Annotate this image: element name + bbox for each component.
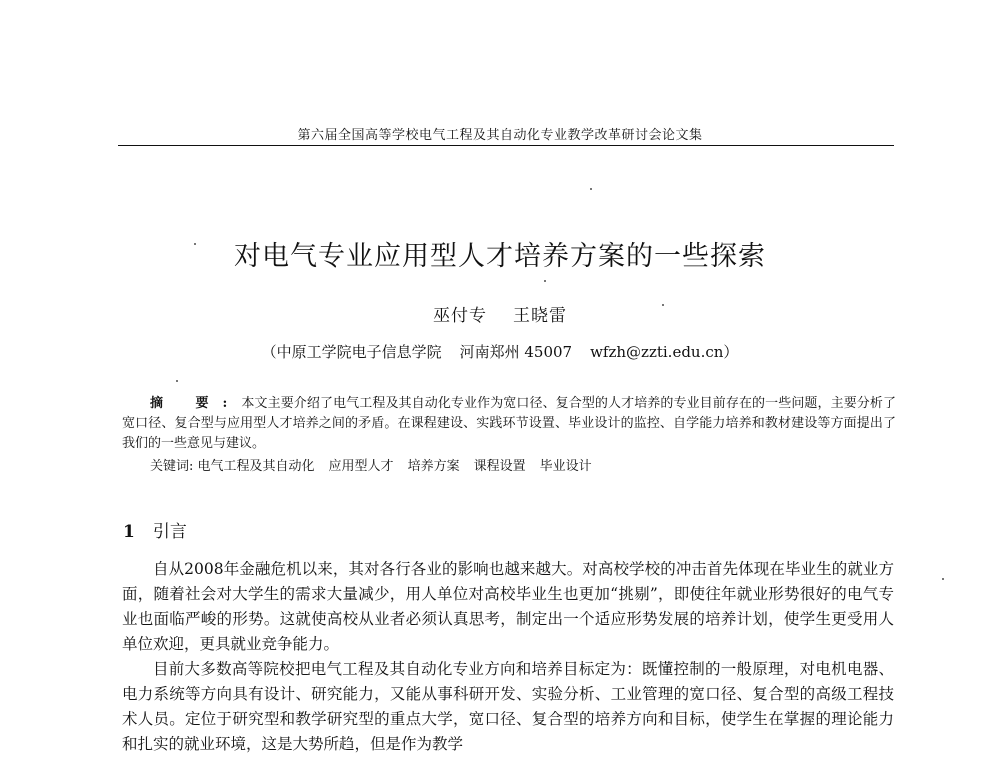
scan-speck [176, 380, 178, 382]
abstract-label: 摘 要: [150, 396, 242, 411]
keyword: 毕业设计 [539, 459, 592, 474]
keywords [150, 457, 890, 477]
keyword: 电气工程及其自动化 [197, 459, 315, 474]
keyword: 应用型人才 [328, 459, 394, 474]
body-text [122, 557, 894, 757]
scan-speck [590, 188, 592, 190]
author-name: 王晓雷 [513, 306, 567, 326]
body-paragraph: 目前大多数高等院校把电气工程及其自动化专业方向和培养目标定为：既懂控制的一般原理，对电机电器、电力系统等方向具有设计、研究能力，又能从事科研开发、实验分析、工业管理的宽口径、复合型的高级工程技术人员。定位于研究型和教学研究型的重点大学，宽口径、复合型的培养方向和目标，使学生在掌握的理论能力和扎实的就业环境，这是大势所趋，但是作为教学 [122, 660, 894, 753]
keyword: 培养方案 [407, 459, 460, 474]
section-title: 引言 [152, 522, 187, 542]
scan-speck [942, 578, 944, 580]
affiliation-location: 河南郑州 45007 [459, 343, 573, 361]
running-header: 第六届全国高等学校电气工程及其自动化专业教学改革研讨会论文集 [297, 128, 703, 143]
scan-speck [544, 280, 546, 282]
author-name: 巫付专 [433, 306, 487, 326]
section-heading [123, 517, 187, 542]
body-paragraph: 自从2008年金融危机以来，其对各行各业的影响也越来越大。对高校学校的冲击首先体现在毕业生的就业方面，随着社会对大学生的需求大量减少，用人单位对高校毕业生也更加“挑剔”，即使往年就业形势很好的电气专业也面临严峻的形势。这就使高校从业者必须认真思考，制定出一个适应形势发展的培养计划，使学生更受用人单位欢迎，更具就业竞争能力。 [122, 560, 894, 653]
section-number: 1 [123, 522, 135, 542]
affiliation-institution: （中原工学院电子信息学院 [261, 343, 442, 361]
scan-speck [662, 304, 664, 306]
affiliation [0, 341, 1000, 362]
scan-speck [194, 243, 196, 245]
abstract-text: 本文主要介绍了电气工程及其自动化专业作为宽口径、复合型的人才培养的专业目前存在的一些问题，主要分析了宽口径、复合型与应用型人才培养之间的矛盾。在课程建设、实践环节设置、毕业设计的监控、自学能力培养和教材建设等方面提出了我们的一些意见与建议。 [122, 396, 896, 451]
author-list [0, 301, 1000, 326]
affiliation-email: wfzh@zzti.edu.cn） [590, 343, 739, 361]
header-rule [118, 145, 894, 146]
abstract [122, 394, 896, 454]
keywords-label: 关键词: [150, 459, 194, 474]
keyword: 课程设置 [473, 459, 526, 474]
paper-title: 对电气专业应用型人才培养方案的一些探索 [234, 241, 766, 272]
